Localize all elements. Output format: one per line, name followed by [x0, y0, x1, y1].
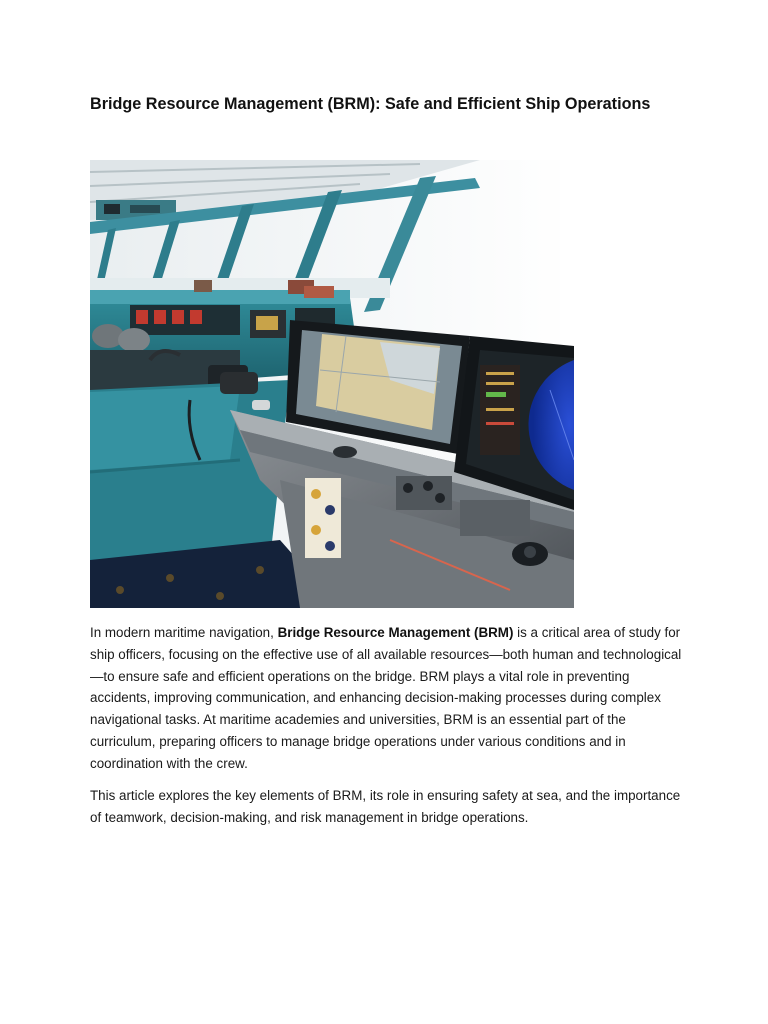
intro-rest-text: is a critical area of study for ship officers, focusing on the effective use of all available resources—both human and technological—to ensure safe and efficient operations on the bridge. BRM plays a vital role in preventing accidents, improving communication, and enhancing decision-making processes during complex navigational tasks. At maritime academies and universities, BRM is an essential part of the curriculum, preparing officers to manage bridge operations under various conditions and in coordination with the crew. — [90, 625, 682, 771]
article-scope-paragraph: This article explores the key elements of BRM, its role in ensuring safety at sea, and the importance of teamwork, decision-making, and risk management in bridge operations. — [90, 788, 681, 825]
page-title: Bridge Resource Management (BRM): Safe and Efficient Ship Operations — [90, 95, 651, 113]
ship-bridge-photo — [90, 160, 574, 608]
intro-lead-text: In modern maritime navigation, — [90, 625, 278, 640]
intro-paragraph — [90, 622, 682, 775]
intro-bold-term: Bridge Resource Management (BRM) — [277, 625, 514, 640]
